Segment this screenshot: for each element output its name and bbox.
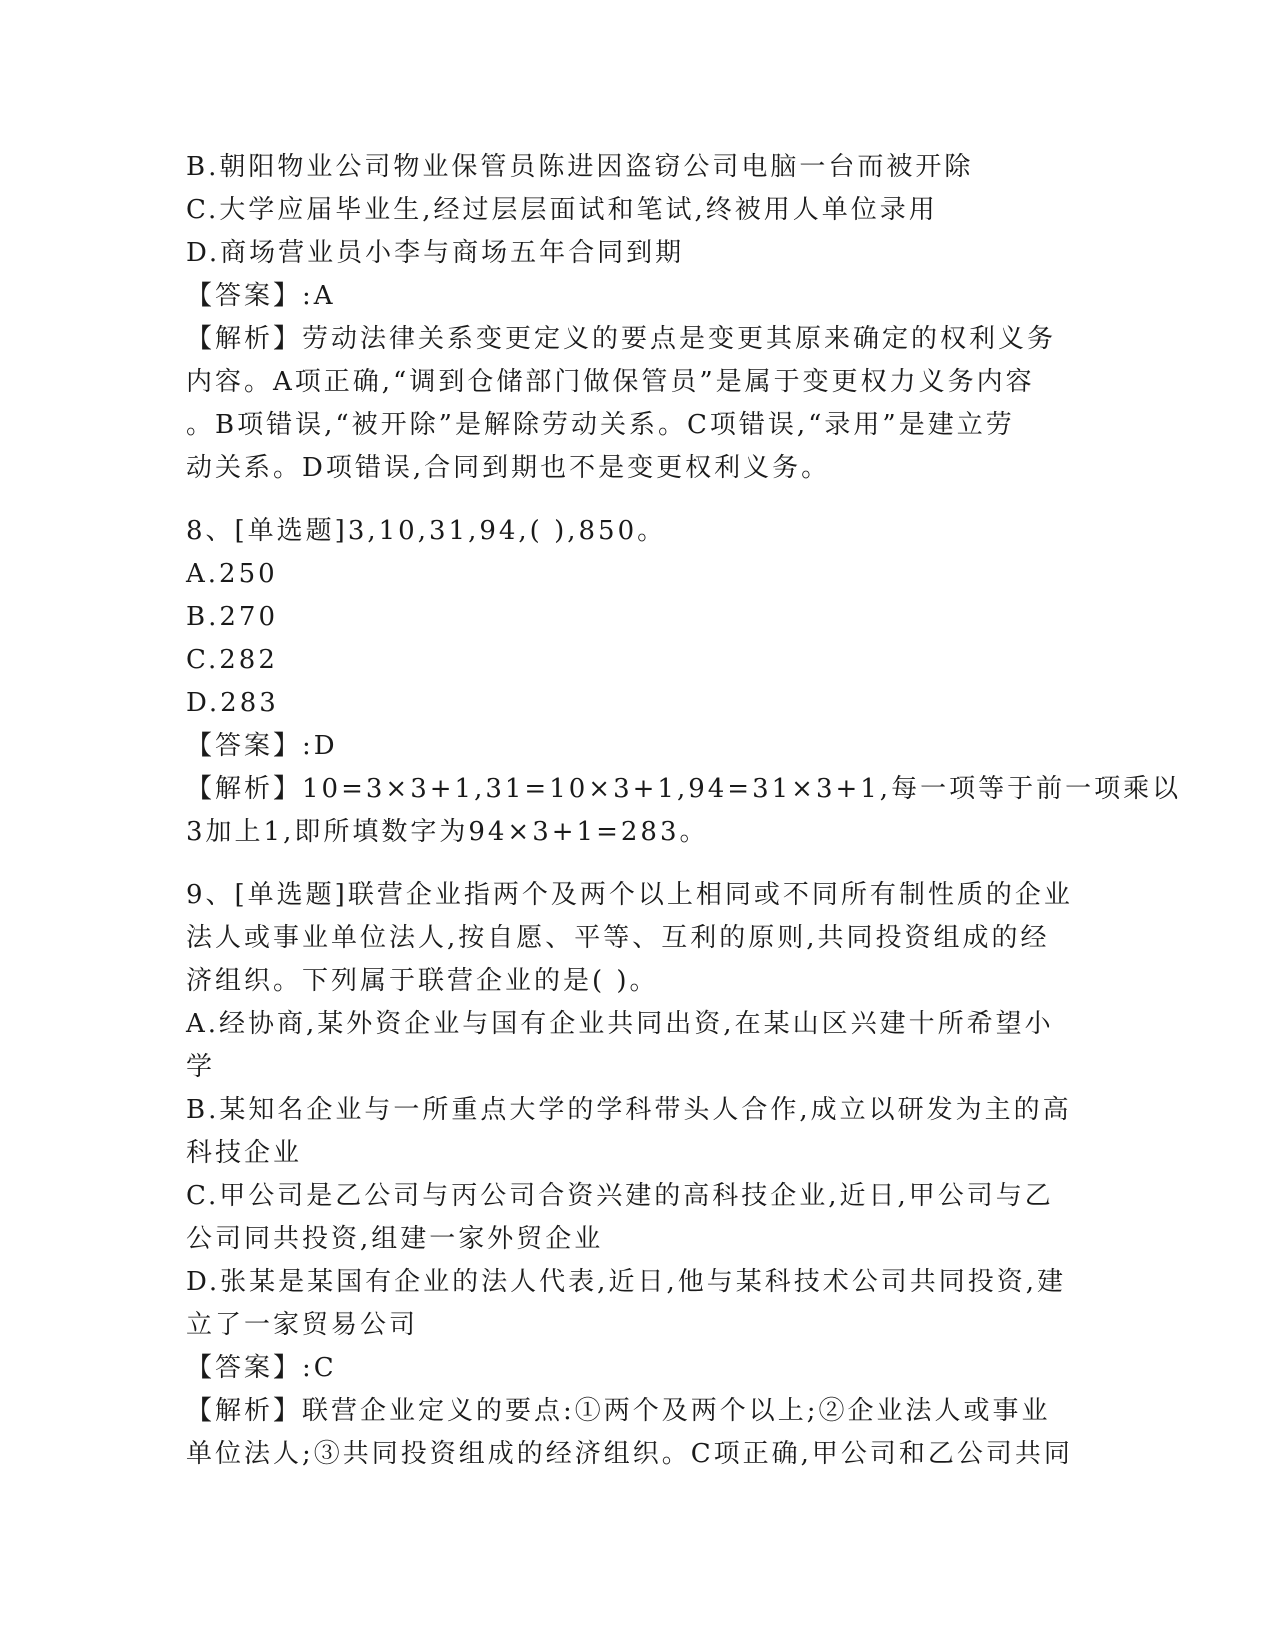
option-b: B.270 — [186, 602, 278, 632]
analysis-line: 内容。A项正确,“调到仓储部门做保管员”是属于变更权力义务内容 — [186, 367, 1035, 397]
option-c: C.大学应届毕业生,经过层层面试和笔试,终被用人单位录用 — [186, 195, 938, 225]
option-d: 立了一家贸易公司 — [186, 1310, 419, 1340]
analysis-line: 动关系。D项错误,合同到期也不是变更权利义务。 — [186, 453, 831, 483]
question-8 — [186, 510, 1182, 854]
option-a: 学 — [186, 1052, 216, 1082]
analysis-line: 3加上1,即所填数字为94×3+1=283。 — [186, 817, 709, 847]
option-c: C.282 — [186, 645, 278, 675]
option-a: A.250 — [186, 559, 278, 589]
answer-line: 【答案】:D — [186, 731, 338, 761]
option-d: D.张某是某国有企业的法人代表,近日,他与某科技术公司共同投资,建 — [186, 1267, 1066, 1297]
option-b: B.朝阳物业公司物业保管员陈进因盗窃公司电脑一台而被开除 — [186, 152, 974, 182]
analysis-line: 单位法人;③共同投资组成的经济组织。C项正确,甲公司和乙公司共同 — [186, 1439, 1073, 1469]
option-b: B.某知名企业与一所重点大学的学科带头人合作,成立以研发为主的高 — [186, 1095, 1072, 1125]
option-c: 公司同共投资,组建一家外贸企业 — [186, 1224, 604, 1254]
prev-question — [186, 146, 1086, 490]
option-a: A.经协商,某外资企业与国有企业共同出资,在某山区兴建十所希望小 — [186, 1009, 1054, 1039]
question-stem: 9、[单选题]联营企业指两个及两个以上相同或不同所有制性质的企业 — [186, 880, 1073, 910]
question-stem: 济组织。下列属于联营企业的是( )。 — [186, 966, 659, 996]
option-b: 科技企业 — [186, 1138, 303, 1168]
option-c: C.甲公司是乙公司与丙公司合资兴建的高科技企业,近日,甲公司与乙 — [186, 1181, 1054, 1211]
question-stem: 8、[单选题]3,10,31,94,( ),850。 — [186, 516, 667, 546]
answer-line: 【答案】:A — [186, 281, 336, 311]
analysis-line: 【解析】劳动法律关系变更定义的要点是变更其原来确定的权利义务 — [186, 324, 1057, 354]
page-content — [186, 146, 1182, 1476]
option-d: D.283 — [186, 688, 279, 718]
option-d: D.商场营业员小李与商场五年合同到期 — [186, 238, 685, 268]
analysis-line: 。B项错误,“被开除”是解除劳动关系。C项错误,“录用”是建立劳 — [186, 410, 1015, 440]
question-9 — [186, 874, 1086, 1476]
analysis-line: 【解析】联营企业定义的要点:①两个及两个以上;②企业法人或事业 — [186, 1396, 1051, 1426]
question-stem: 法人或事业单位法人,按自愿、平等、互利的原则,共同投资组成的经 — [186, 923, 1050, 953]
answer-line: 【答案】:C — [186, 1353, 337, 1383]
analysis-line: 【解析】10=3×3+1,31=10×3+1,94=31×3+1,每一项等于前一项乘以 — [186, 774, 1182, 804]
